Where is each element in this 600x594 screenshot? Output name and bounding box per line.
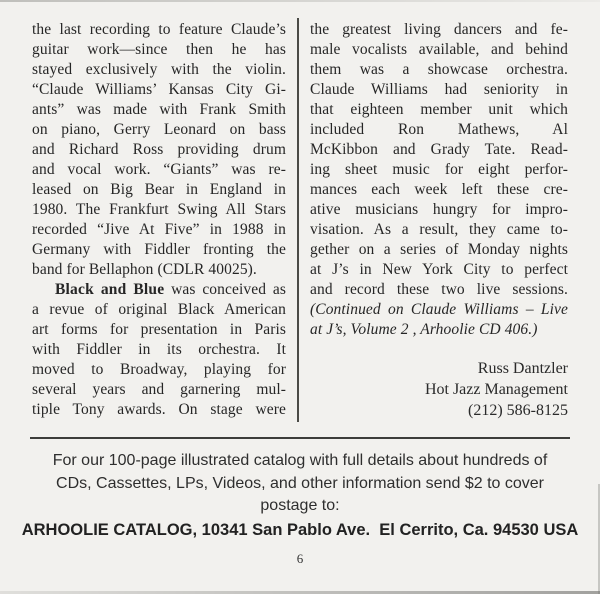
text-line: on piano, Gerry Leonard on bass — [32, 121, 286, 138]
text-line: visation. As a result, they came to- — [310, 221, 568, 238]
text-line: Black and Blue was conceived as — [55, 281, 286, 298]
text-line: ing sheet music for eight perfor- — [310, 161, 568, 178]
text-line: and vocal work. “Giants” was re- — [32, 161, 286, 178]
text-line: moved to Broadway, playing for — [32, 361, 286, 378]
horizontal-rule — [30, 437, 570, 439]
text-line: gether on a series of Monday nights — [310, 241, 568, 258]
catalog-notice — [20, 450, 580, 541]
text-line: the greatest living dancers and fe- — [310, 21, 568, 38]
text-line: “Claude Williams’ Kansas City Gi- — [32, 81, 286, 98]
catalog-notice-line: CDs, Cassettes, LPs, Videos, and other information send $2 to cover — [56, 474, 544, 492]
text-line: tiple Tony awards. On stage were — [32, 401, 286, 418]
page-number: 6 — [296, 551, 304, 566]
signature-name: Russ Dantzler — [477, 360, 568, 377]
text-line: guitar work—since then he has — [32, 41, 286, 58]
text-line: Claude Williams had seniority in — [310, 81, 568, 98]
right-column — [310, 20, 568, 421]
text-line: McKibbon and Grady Tate. Read- — [310, 141, 568, 158]
text-line: 1980. The Frankfurt Swing All Stars — [32, 201, 286, 218]
text-line: several years and garnering mul- — [32, 381, 286, 398]
right-column-text — [310, 20, 568, 340]
text-line: included Ron Mathews, Al — [310, 121, 568, 138]
text-line: at J’s in New York City to perfect — [310, 261, 568, 278]
text-line: ants” was made with Frank Smith — [32, 101, 286, 118]
signature-company: Hot Jazz Management — [424, 381, 568, 398]
signature-block — [310, 358, 568, 421]
text-line: and Richard Ross providing drum — [32, 141, 286, 158]
text-line: a revue of original Black American — [32, 301, 286, 318]
scan-edge-top — [0, 0, 600, 2]
text-line: stayed exclusively with the violin. — [32, 61, 286, 78]
text-line: Germany with Fiddler fronting the — [32, 241, 286, 258]
text-line: them was a showcase orchestra. — [310, 61, 568, 78]
text-line: at J’s, Volume 2 , Arhoolie CD 406.) — [310, 321, 538, 338]
text-line: band for Bellaphon (CDLR 40025). — [32, 261, 257, 278]
catalog-notice-line: For our 100-page illustrated catalog with full details about hundreds of — [52, 452, 548, 469]
text-line: ative musicians hungry for impro- — [310, 201, 568, 218]
column-divider — [297, 18, 299, 422]
text-line: leased on Big Bear in England in — [32, 181, 286, 198]
text-line: male vocalists available, and behind — [310, 41, 568, 58]
text-line: recorded “Jive At Five” in 1988 in — [32, 221, 286, 238]
text-line: that eighteen member unit which — [310, 101, 568, 118]
signature-phone: (212) 586-8125 — [468, 402, 568, 419]
text-line: (Continued on Claude Williams – Live — [310, 301, 568, 318]
catalog-notice-line: postage to: — [260, 497, 340, 514]
text-line: art forms for presentation in Paris — [32, 321, 286, 338]
left-column — [32, 20, 286, 420]
text-line: and record these two live sessions. — [310, 281, 568, 298]
text-line: mances each week left these cre- — [310, 181, 568, 198]
catalog-address: ARHOOLIE CATALOG, 10341 San Pablo Ave. El Cerrito, Ca. 94530 USA — [21, 520, 579, 539]
text-line: with Fiddler in its orchestra. It — [32, 341, 286, 358]
text-line: the last recording to feature Claude’s — [32, 21, 286, 38]
